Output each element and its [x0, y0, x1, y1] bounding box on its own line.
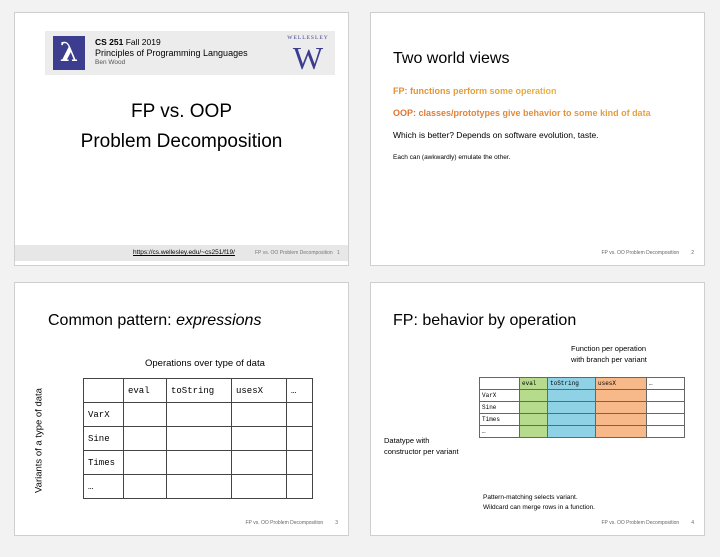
slide-2[interactable] [370, 12, 705, 266]
tostring-cell [548, 426, 596, 438]
row-label: … [84, 475, 124, 499]
slide-1-title [15, 97, 348, 157]
footer-text: FP vs. OO Problem Decomposition [601, 520, 680, 526]
header-cell [480, 378, 520, 390]
course-url-link[interactable]: https://cs.wellesley.edu/~cs251/f19/ [133, 249, 235, 256]
title-line-1: FP vs. OOP [130, 101, 232, 122]
table-cell [167, 451, 232, 475]
tostring-cell [548, 390, 596, 402]
row-label: Sine [480, 402, 520, 414]
row-label: VarX [84, 403, 124, 427]
row-label: Times [480, 414, 520, 426]
eval-cell [520, 414, 548, 426]
fn-label-line-1: Function per operation [571, 344, 647, 353]
eval-cell [520, 426, 548, 438]
table-cell [232, 427, 287, 451]
table-row [480, 414, 685, 426]
slide-2-title: Two world views [393, 50, 510, 67]
wellesley-w-icon [285, 42, 331, 72]
table-cell [647, 402, 685, 414]
table-cell [287, 475, 313, 499]
oop-definition: OOP: classes/prototypes give behavior to some kind of data [393, 108, 651, 118]
fp-definition: FP: functions perform some operation [393, 86, 557, 96]
variants-label: Variants of a type of data [33, 388, 45, 493]
footer-text: FP vs. OO Problem Decomposition [601, 250, 680, 256]
table-row [84, 451, 313, 475]
datatype-constructor-label [384, 435, 459, 457]
table-cell [232, 403, 287, 427]
slide-3-footer [234, 520, 339, 526]
header-cell-usesx: usesX [596, 378, 647, 390]
slide-4-footer [590, 520, 695, 526]
row-label: VarX [480, 390, 520, 402]
table-cell [124, 475, 167, 499]
header-cell [84, 379, 124, 403]
course-instructor: Ben Wood [95, 59, 126, 66]
wellesley-logo-text: WELLESLEY [287, 35, 329, 41]
page-number: 2 [691, 250, 694, 256]
row-label: Sine [84, 427, 124, 451]
slide-2-footer [590, 250, 695, 256]
fp-operations-table [479, 377, 685, 438]
row-label: Times [84, 451, 124, 475]
title-prefix: Common pattern: [48, 312, 177, 329]
table-cell [124, 403, 167, 427]
header-cell-tostring: toString [548, 378, 596, 390]
table-row [480, 426, 685, 438]
usesx-cell [596, 390, 647, 402]
table-cell [167, 475, 232, 499]
pm-label-line-2: Wildcard can merge rows in a function. [483, 504, 595, 511]
table-row [84, 475, 313, 499]
pattern-matching-label [483, 493, 595, 513]
table-cell [124, 451, 167, 475]
table-cell [232, 475, 287, 499]
page-number: 4 [691, 520, 694, 526]
pm-label-line-1: Pattern-matching selects variant. [483, 494, 578, 501]
table-header-row [84, 379, 313, 403]
header-cell: usesX [232, 379, 287, 403]
dt-label-line-1: Datatype with [384, 436, 430, 445]
lambda-logo-icon: λ [53, 36, 85, 70]
function-per-operation-label [571, 343, 647, 365]
slide-4-title: FP: behavior by operation [393, 312, 577, 329]
table-cell [287, 451, 313, 475]
row-label: … [480, 426, 520, 438]
page-number: 3 [335, 520, 338, 526]
header-cell-eval: eval [520, 378, 548, 390]
table-cell [287, 427, 313, 451]
course-title: Principles of Programming Languages [95, 48, 248, 58]
course-banner [45, 31, 335, 75]
table-row [84, 427, 313, 451]
usesx-cell [596, 426, 647, 438]
title-emphasis: expressions [176, 312, 262, 329]
which-is-better-text: Which is better? Depends on software evolution, taste. [393, 130, 599, 140]
table-cell [647, 426, 685, 438]
table-cell [167, 427, 232, 451]
table-row [480, 402, 685, 414]
slide-3-title [48, 312, 261, 330]
table-cell [647, 390, 685, 402]
fn-label-line-2: with branch per variant [571, 355, 647, 364]
course-info [95, 37, 248, 66]
header-cell: … [647, 378, 685, 390]
footer-text: FP vs. OO Problem Decomposition [255, 250, 333, 256]
operations-variants-table [83, 378, 313, 499]
usesx-cell [596, 414, 647, 426]
table-row [84, 403, 313, 427]
header-cell: toString [167, 379, 232, 403]
course-term: Fall 2019 [125, 37, 161, 47]
title-line-2: Problem Decomposition [80, 131, 283, 152]
table-row [480, 390, 685, 402]
emulate-text: Each can (awkwardly) emulate the other. [393, 154, 511, 161]
tostring-cell [548, 402, 596, 414]
dt-label-line-2: constructor per variant [384, 447, 459, 456]
wellesley-w-letter: W [292, 42, 324, 72]
eval-cell [520, 390, 548, 402]
usesx-cell [596, 402, 647, 414]
table-cell [647, 414, 685, 426]
slide-1-footer-bar [15, 245, 348, 261]
tostring-cell [548, 414, 596, 426]
table-cell [124, 427, 167, 451]
slide-3[interactable] [14, 282, 349, 536]
eval-cell [520, 402, 548, 414]
table-cell [287, 403, 313, 427]
slide-1[interactable] [14, 12, 349, 266]
footer-text: FP vs. OO Problem Decomposition [245, 520, 324, 526]
operations-label: Operations over type of data [145, 358, 265, 369]
header-cell: … [287, 379, 313, 403]
table-cell [167, 403, 232, 427]
wellesley-logo [283, 35, 333, 72]
page-number: 1 [337, 250, 340, 256]
table-header-row [480, 378, 685, 390]
course-code: CS 251 [95, 37, 124, 47]
slide-4[interactable] [370, 282, 705, 536]
header-cell: eval [124, 379, 167, 403]
table-cell [232, 451, 287, 475]
